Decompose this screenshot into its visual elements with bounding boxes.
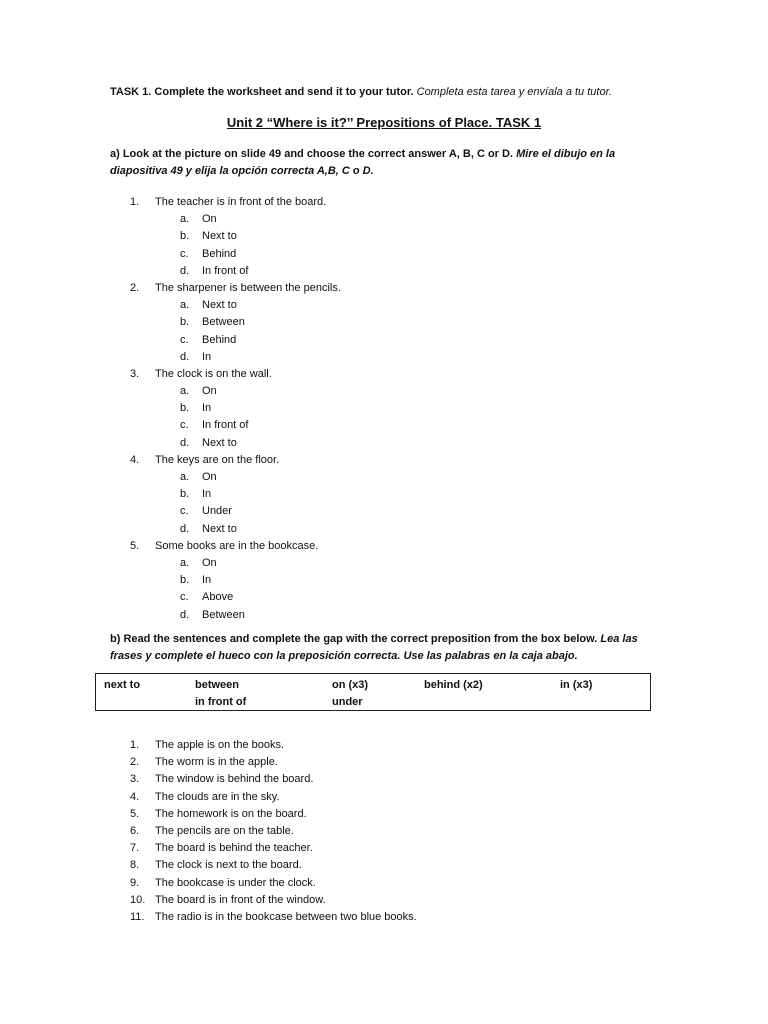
word-box-item: in front of	[195, 696, 247, 708]
sentence-number: 8.	[130, 859, 140, 872]
option-letter: a.	[180, 213, 190, 226]
option-text: Behind	[202, 247, 237, 260]
sentence-number: 6.	[130, 824, 140, 837]
task-header-english: TASK 1. Complete the worksheet and send it to your tutor.	[110, 86, 414, 98]
word-box-item: in (x3)	[560, 679, 593, 691]
option-text: On	[202, 213, 217, 226]
option-text: On	[202, 385, 217, 398]
option-letter: c.	[180, 505, 189, 518]
part-a-instruction-english: a) Look at the picture on slide 49 and choose the correct answer A, B, C or D.	[110, 148, 514, 160]
word-box	[95, 673, 651, 711]
task-header-spanish: Completa esta tarea y envíala a tu tutor.	[416, 86, 612, 98]
question-number: 2.	[130, 281, 140, 294]
option-letter: a.	[180, 556, 190, 569]
option-text: Above	[202, 591, 234, 604]
option-text: Next to	[202, 522, 237, 535]
option-letter: b.	[180, 488, 190, 501]
option-text: In	[202, 350, 212, 363]
option-text: On	[202, 471, 217, 483]
option-text: Behind	[202, 333, 237, 346]
option-letter: c.	[180, 591, 189, 604]
option-text: In	[202, 402, 212, 415]
question-number: 1.	[130, 196, 140, 208]
sentence-text: The apple is on the books.	[155, 739, 285, 751]
task-header	[110, 86, 612, 98]
option-letter: b.	[180, 574, 190, 587]
option-letter: d.	[180, 264, 190, 277]
sentence-number: 3.	[130, 773, 140, 786]
question-text: The clock is on the wall.	[155, 367, 272, 380]
sentence-number: 10.	[130, 893, 146, 906]
option-letter: a.	[180, 471, 190, 483]
sentence-text: The bookcase is under the clock.	[155, 876, 316, 889]
option-letter: d.	[180, 522, 190, 535]
sentence-text: The clouds are in the sky.	[155, 790, 280, 803]
option-text: On	[202, 556, 217, 569]
sentence-text: The board is in front of the window.	[155, 893, 326, 906]
question-text: The keys are on the floor.	[155, 453, 280, 466]
sentence-number: 11.	[130, 910, 145, 923]
sentence-number: 4.	[130, 790, 140, 803]
question-number: 5.	[130, 539, 140, 552]
sentence-text: The worm is in the apple.	[155, 756, 278, 769]
option-text: In front of	[202, 419, 249, 432]
part-b-instruction-english: b) Read the sentences and complete the gap with the correct preposition from the box below.	[110, 633, 598, 645]
sentence-number: 7.	[130, 842, 140, 855]
option-letter: b.	[180, 316, 190, 329]
option-text: Next to	[202, 230, 237, 243]
part-a-instructions	[110, 146, 670, 180]
option-text: Under	[202, 505, 232, 518]
option-text: In	[202, 488, 212, 501]
question-number: 3.	[130, 367, 140, 380]
option-text: Next to	[202, 436, 237, 449]
option-text: In	[202, 574, 212, 587]
question-text: Some books are in the bookcase.	[155, 539, 319, 552]
option-letter: d.	[180, 608, 190, 621]
sentence-number: 2.	[130, 756, 140, 769]
sentence-number: 9.	[130, 876, 140, 889]
sentence-text: The homework is on the board.	[155, 807, 307, 820]
sentence-number: 5.	[130, 807, 140, 820]
sentence-text: The clock is next to the board.	[155, 859, 302, 872]
option-letter: a.	[180, 299, 190, 312]
part-b-instructions	[110, 631, 670, 665]
option-text: Next to	[202, 299, 237, 312]
sentence-text: The window is behind the board.	[155, 773, 314, 786]
option-text: Between	[202, 608, 245, 621]
word-box-item: between	[195, 679, 240, 691]
question-text: The teacher is in front of the board.	[155, 196, 327, 208]
page-title: Unit 2 “Where is it?’’ Prepositions of Place. TASK 1	[226, 115, 542, 130]
sentence-text: The pencils are on the table.	[155, 824, 294, 837]
option-letter: a.	[180, 385, 190, 398]
part-b-instruction-spanish: Lea las frases y complete el hueco con la preposición correcta. Use las palabras en la caja abajo.	[110, 633, 638, 662]
question-number: 4.	[130, 453, 140, 466]
option-letter: d.	[180, 436, 190, 449]
option-letter: d.	[180, 350, 190, 363]
option-letter: c.	[180, 419, 189, 432]
option-letter: b.	[180, 402, 190, 415]
sentence-number: 1.	[130, 739, 140, 751]
sentence-text: The board is behind the teacher.	[155, 842, 313, 855]
option-letter: c.	[180, 333, 189, 346]
option-letter: b.	[180, 230, 190, 243]
option-letter: c.	[180, 247, 189, 260]
word-box-item: next to	[104, 679, 141, 691]
word-box-item: behind (x2)	[424, 679, 483, 691]
question-text: The sharpener is between the pencils.	[155, 281, 341, 294]
option-text: Between	[202, 316, 245, 329]
part-a-instruction-spanish: Mire el dibujo en la diapositiva 49 y elija la opción correcta A,B, C o D.	[110, 148, 616, 177]
sentence-text: The radio is in the bookcase between two blue books.	[155, 910, 417, 923]
option-text: In front of	[202, 264, 249, 277]
word-box-item: under	[332, 696, 363, 708]
word-box-item: on (x3)	[332, 679, 369, 691]
